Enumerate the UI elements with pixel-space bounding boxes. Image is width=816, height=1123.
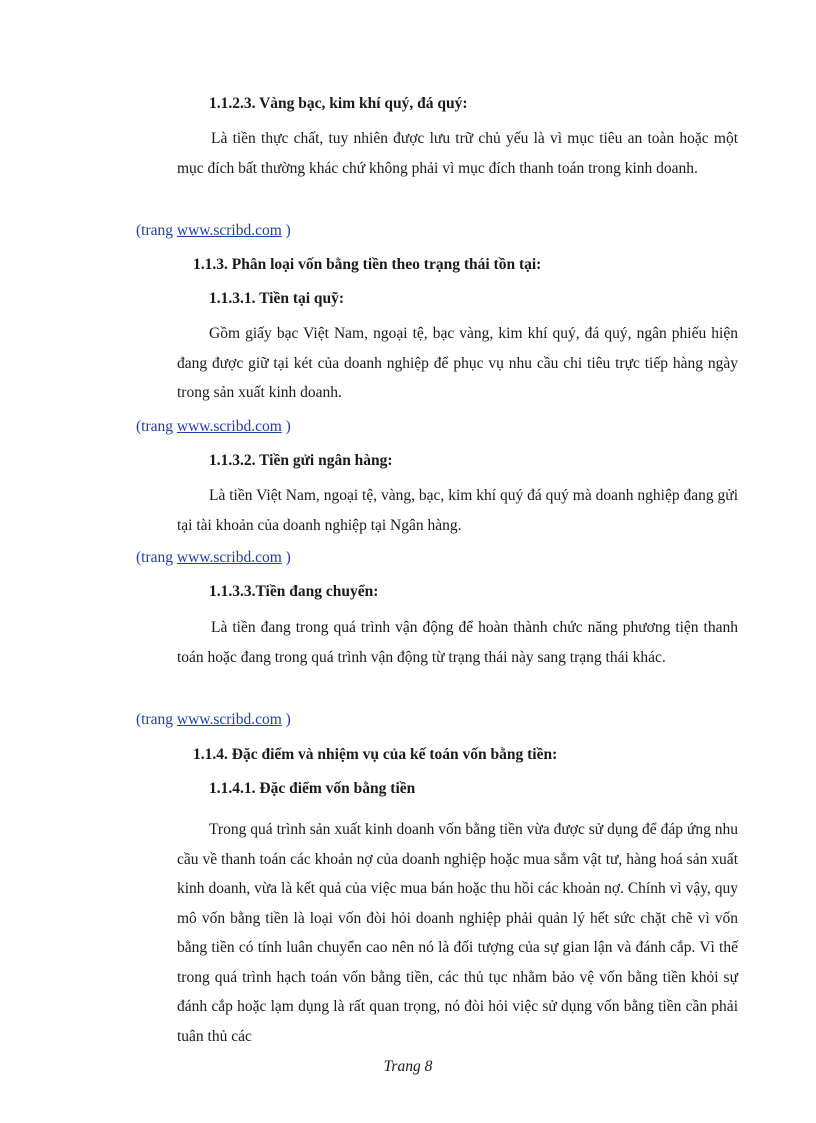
scribd-link[interactable]: www.scribd.com xyxy=(176,222,282,239)
source-citation: (trang www.scribd.com ) xyxy=(136,222,291,239)
heading-1-1-3-3: 1.1.3.3.Tiền đang chuyển: xyxy=(209,583,379,600)
page-number: Trang 8 xyxy=(383,1058,433,1075)
scribd-link[interactable]: www.scribd.com xyxy=(176,549,282,566)
paragraph-cash-in-transit: Là tiền đang trong quá trình vận động để hoàn thành chức năng phương tiện thanh toán hoặc đang trong quá trình vận động từ trạng thái này sang trạng thái khác. xyxy=(177,619,738,666)
scribd-link[interactable]: www.scribd.com xyxy=(176,711,282,728)
paragraph-bank-deposits: Là tiền Việt Nam, ngoại tệ, vàng, bạc, kim khí quý đá quý mà doanh nghiệp đang gửi tại tài khoản của doanh nghiệp tại Ngân hàng. xyxy=(177,487,738,534)
heading-1-1-3-1: 1.1.3.1. Tiền tại quỹ: xyxy=(209,290,345,307)
heading-1-1-2-3: 1.1.2.3. Vàng bạc, kim khí quý, đá quý: xyxy=(209,95,468,112)
heading-1-1-3: 1.1.3. Phân loại vốn bằng tiền theo trạng thái tồn tại: xyxy=(193,256,542,273)
paragraph-cash-characteristics: Trong quá trình sản xuất kinh doanh vốn bằng tiền vừa được sử dụng để đáp ứng nhu cầu về thanh toán các khoản nợ của doanh nghiệp hoặc mua sắm vật tư, hàng hoá sản xuất kinh doanh, vừa là kết quả của việc mua bán hoặc thu hồi các khoản nợ. Chính vì vậy, quy mô vốn bằng tiền là loại vốn đòi hỏi doanh nghiệp phải quản lý hết sức chặt chẽ vì vốn bằng tiền có tính luân chuyển cao nên nó là đối tượng của sự gian lận và đánh cắp. Vì thế trong quá trình hạch toán vốn bằng tiền, các thủ tục nhằm bảo vệ vốn bằng tiền khỏi sự đánh cắp hoặc lạm dụng là rất quan trọng, nó đòi hỏi việc sử dụng vốn bằng tiền cần phải tuân thủ các xyxy=(177,821,738,1045)
scribd-link[interactable]: www.scribd.com xyxy=(176,418,282,435)
heading-1-1-4: 1.1.4. Đặc điểm và nhiệm vụ của kế toán vốn bằng tiền: xyxy=(193,746,558,763)
heading-1-1-3-2: 1.1.3.2. Tiền gửi ngân hàng: xyxy=(209,452,393,469)
source-citation: (trang www.scribd.com ) xyxy=(136,549,291,566)
paragraph-cash-on-hand: Gồm giấy bạc Việt Nam, ngoại tệ, bạc vàng, kim khí quý, đá quý, ngân phiếu hiện đang được giữ tại két của doanh nghiệp để phục vụ nhu cầu chi tiêu trực tiếp hàng ngày trong sản xuất kinh doanh. xyxy=(177,325,738,401)
source-citation: (trang www.scribd.com ) xyxy=(136,418,291,435)
paragraph-gold-silver: Là tiền thực chất, tuy nhiên được lưu trữ chủ yếu là vì mục tiêu an toàn hoặc một mục đích bất thường khác chứ không phải vì mục đích thanh toán trong kinh doanh. xyxy=(177,130,738,177)
source-citation: (trang www.scribd.com ) xyxy=(136,711,291,728)
heading-1-1-4-1: 1.1.4.1. Đặc điểm vốn bằng tiền xyxy=(209,780,416,797)
